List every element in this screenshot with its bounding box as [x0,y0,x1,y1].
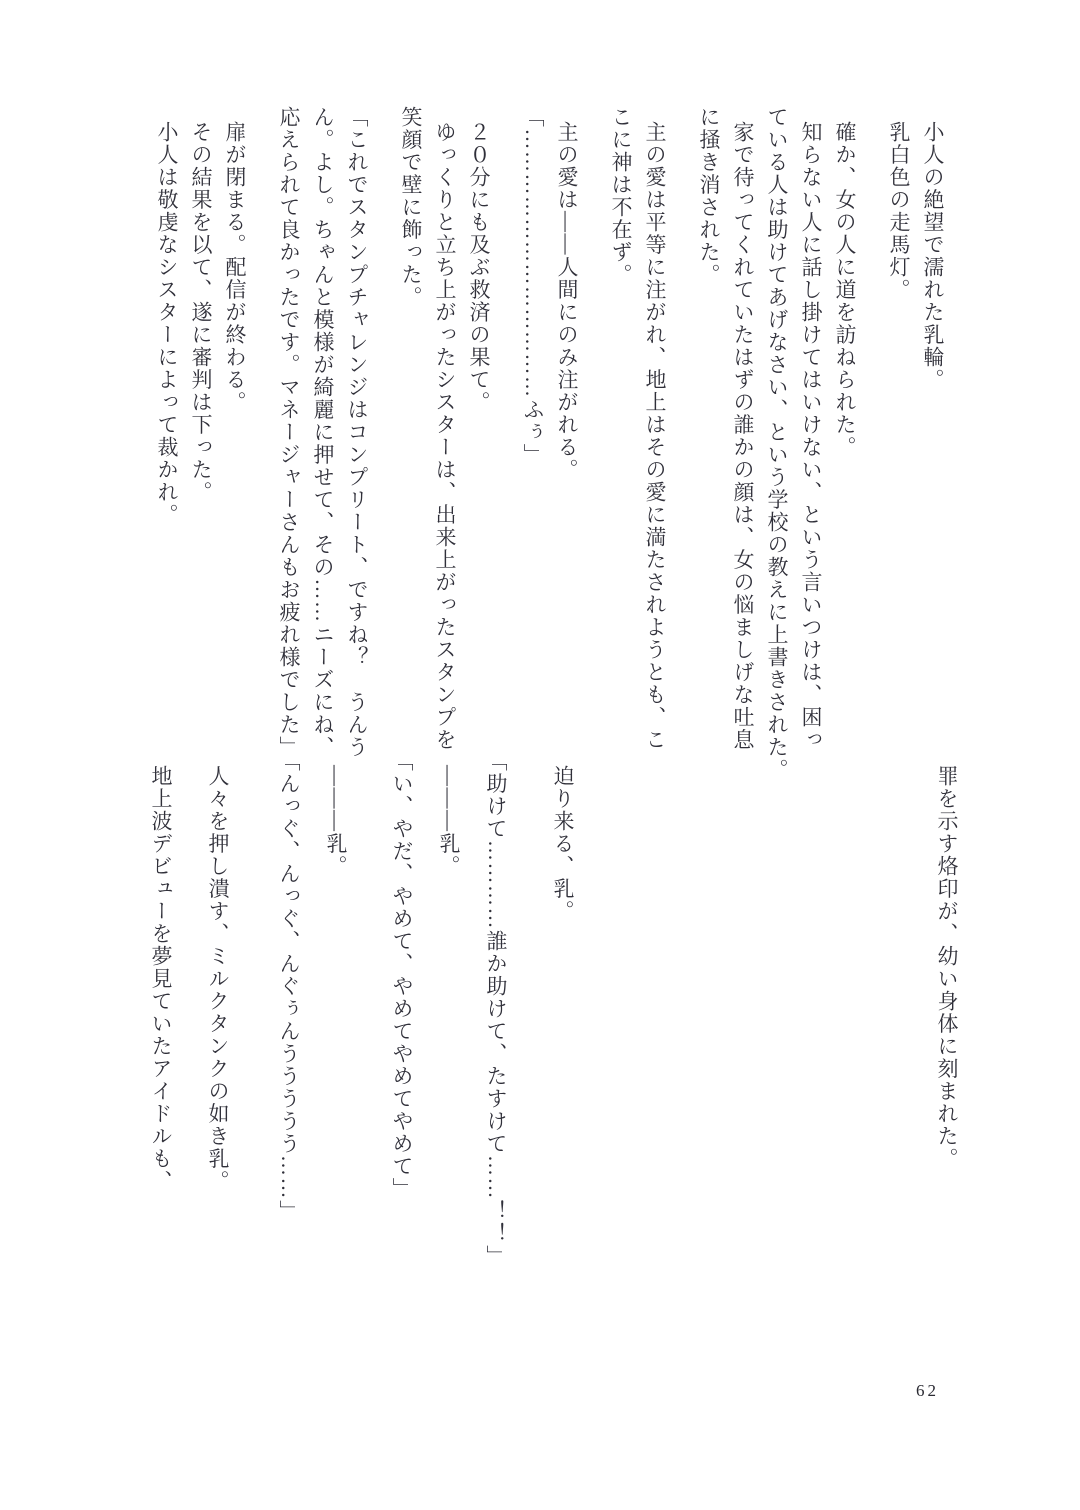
text-line: 扉が閉まる。配信が終わる。 [223,121,247,414]
text-line: 知らない人に話し掛けてはいけない、という言いつけは、困っ [799,121,823,751]
text-line: 人々を押し潰す、ミルクタンクの如き乳。 [206,765,230,1193]
vertical-text-block-top [150,106,950,816]
text-line: 小人の絶望で濡れた乳輪。 [921,121,945,391]
text-line: 主の愛は平等に注がれ、地上はその愛に満たされようとも、こ [643,121,667,751]
text-line: 「これでスタンプチャレンジはコンプリート、ですね？ うんう [345,106,369,759]
text-line: ―――乳。 [437,765,461,878]
text-line: 「助けて…………誰か助けて、たすけて……！！」 [484,750,508,1268]
text-line: に掻き消された。 [697,106,721,286]
text-line: ―――乳。 [324,765,348,878]
vertical-text-block-bottom [144,750,964,1480]
text-line: 迫り来る、乳。 [551,765,575,923]
text-line: 確か、女の人に道を訪ねられた。 [833,121,857,459]
text-line: 地上波デビューを夢見ていたアイドルも、 [149,765,173,1193]
text-line: その結果を以て、遂に審判は下った。 [189,121,213,504]
text-line: 応えられて良かったです。マネージャーさんもお疲れ様でした」 [277,106,301,759]
text-line: 家で待ってくれていたはずの誰かの顔は、女の悩ましげな吐息 [731,121,755,751]
text-line: 罪を示す烙印が、幼い身体に刻まれた。 [935,765,959,1170]
text-line: 「………………………………ふぅ」 [521,106,545,466]
page-number: 62 [916,1381,939,1400]
text-line: 主の愛は――人間にのみ注がれる。 [555,121,579,481]
text-line: ん。よし。ちゃんと模様が綺麗に押せて、その……ニーズにね、 [311,106,335,759]
text-line: ２０分にも及ぶ救済の果て。 [467,121,491,414]
text-line: 笑顔で壁に飾った。 [399,106,423,309]
text-line: 「んっぐ、んっぐ、んぐぅんううううう……」 [277,750,301,1223]
text-line: ている人は助けてあげなさい、という学校の教えに上書きされた。 [765,106,789,781]
text-line: こに神は不在ず。 [609,106,633,286]
text-line: 「い、やだ、やめて、やめてやめてやめて」 [390,750,414,1200]
text-line: ゆっくりと立ち上がったシスターは、出来上がったスタンプを [433,121,457,751]
text-line: 乳白色の走馬灯。 [887,121,911,301]
text-line: 小人は敬虔なシスターによって裁かれ。 [155,121,179,526]
